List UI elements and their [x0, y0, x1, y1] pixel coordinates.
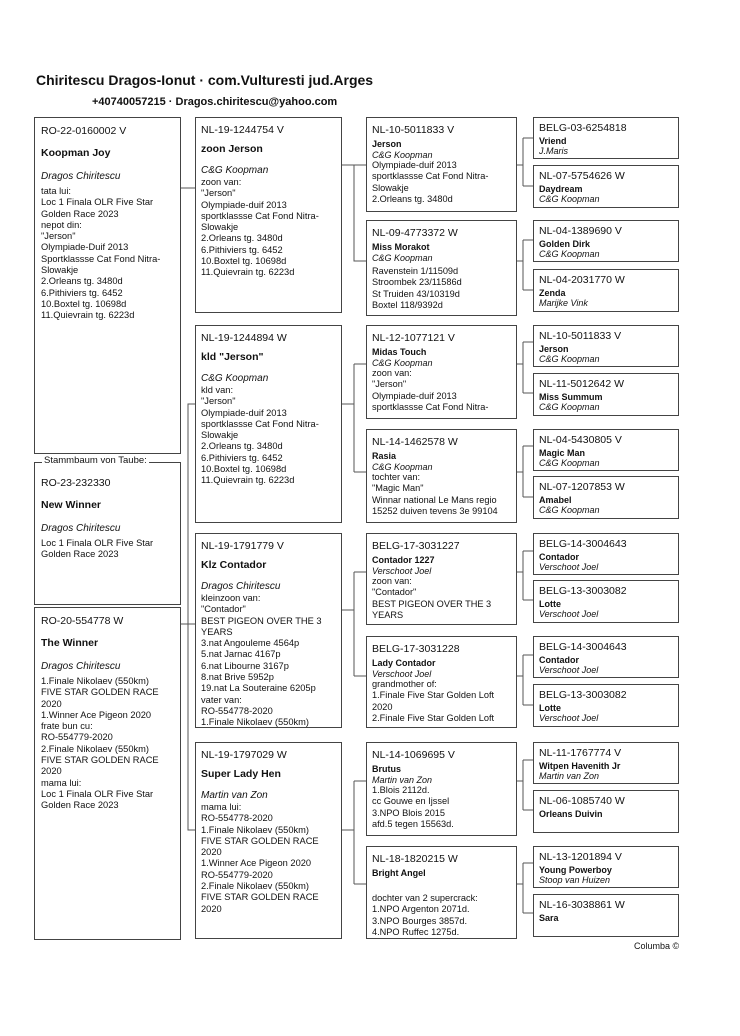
- info-line: 1.Winner Ace Pigeon 2020: [41, 709, 152, 720]
- info-block: [372, 785, 511, 830]
- info-block: [372, 893, 511, 938]
- grandparent-card-2: [366, 325, 517, 419]
- info-line: vater van:: [201, 694, 242, 705]
- info-line: afd.5 tegen 15563d.: [372, 818, 454, 829]
- info-line: kld van:: [201, 385, 234, 395]
- ring-number: RO-20-554778 W: [41, 615, 124, 627]
- grandparent-card-1: [366, 220, 517, 316]
- pigeon-name: Koopman Joy: [41, 147, 111, 159]
- great-grandparent-card-12: [533, 742, 679, 784]
- info-block: [372, 160, 511, 205]
- pigeon-name: Amabel: [539, 495, 572, 505]
- great-grandparent-card-2: [533, 220, 679, 262]
- parent-card-3: [195, 742, 342, 939]
- breeder-name: Verschoot Joel: [539, 713, 599, 723]
- subject-card-0: [34, 117, 181, 454]
- great-grandparent-card-5: [533, 373, 679, 416]
- info-line: Stroombek 23/11586d: [372, 277, 462, 288]
- ring-number: BELG-03-6254818: [539, 122, 627, 134]
- pigeon-name: Miss Summum: [539, 392, 603, 402]
- info-line: 2.Finale Five Star Golden Loft: [372, 712, 495, 723]
- info-line: nepot din:: [41, 219, 82, 230]
- info-line: 10.Boxtel tg. 10698d: [41, 298, 127, 309]
- pigeon-name: Witpen Havenith Jr: [539, 761, 621, 771]
- info-line: "Jerson": [372, 379, 407, 390]
- pigeon-name: Midas Touch: [372, 347, 427, 357]
- contact-line: +40740057215 · Dragos.chiritescu@yahoo.com: [92, 96, 338, 108]
- info-line: 1.NPO Argenton 2071d.: [372, 904, 470, 915]
- info-line: 6.nat Libourne 3167p: [201, 660, 289, 671]
- pigeon-name: Daydream: [539, 184, 583, 194]
- breeder-name: Verschoot Joel: [372, 669, 432, 679]
- info-line: 10.Boxtel tg. 10698d: [201, 256, 287, 267]
- info-line: 1.Winner Ace Pigeon 2020: [201, 858, 312, 869]
- info-line: dochter van 2 supercrack:: [372, 893, 478, 903]
- great-grandparent-card-10: [533, 636, 679, 678]
- great-grandparent-card-0: [533, 117, 679, 159]
- info-line: FIVE STAR GOLDEN RACE: [201, 892, 319, 903]
- info-line: YEARS: [372, 609, 404, 620]
- info-line: Golden Race 2023: [41, 800, 119, 811]
- info-line: Golden Race 2023: [41, 549, 119, 560]
- parent-card-1: [195, 325, 342, 523]
- info-line: Olympiade-Duif 2013: [41, 242, 129, 253]
- breeder-name: Dragos Chiritescu: [201, 581, 281, 592]
- info-line: Olympiade-duif 2013: [201, 199, 287, 210]
- info-line: Slowakje: [372, 182, 409, 193]
- pigeon-name: Brutus: [372, 764, 401, 774]
- great-grandparent-card-8: [533, 533, 679, 575]
- ring-number: NL-04-1389690 V: [539, 225, 622, 237]
- great-grandparent-card-3: [533, 269, 679, 312]
- info-line: 2020: [41, 698, 62, 709]
- pigeon-name: Orleans Duivin: [539, 809, 603, 819]
- grandparent-card-0: [366, 117, 517, 212]
- ring-number: NL-19-1791779 V: [201, 540, 284, 552]
- great-grandparent-card-11: [533, 684, 679, 727]
- breeder-name: C&G Koopman: [201, 165, 269, 176]
- pigeon-name: Vriend: [539, 136, 567, 146]
- info-line: 1.Blois 2112d.: [372, 785, 430, 795]
- grandparent-card-7: [366, 846, 517, 939]
- breeder-name: C&G Koopman: [201, 373, 269, 384]
- breeder-name: J.Maris: [539, 146, 568, 156]
- pigeon-name: Contador 1227: [372, 555, 435, 565]
- great-grandparent-card-9: [533, 580, 679, 623]
- info-line: RO-554779-2020: [41, 732, 113, 743]
- ring-number: NL-06-1085740 W: [539, 795, 625, 807]
- breeder-name: C&G Koopman: [539, 194, 600, 204]
- info-block: [372, 679, 511, 724]
- ring-number: NL-19-1244894 W: [201, 332, 287, 344]
- ring-number: NL-04-2031770 W: [539, 274, 625, 286]
- pigeon-name: Jerson: [539, 344, 569, 354]
- info-line: Loc 1 Finala OLR Five Star: [41, 197, 154, 208]
- info-line: 2020: [201, 847, 222, 858]
- breeder-name: Verschoot Joel: [372, 566, 432, 576]
- pigeon-name: Lady Contador: [372, 658, 436, 668]
- info-line: FIVE STAR GOLDEN RACE: [41, 755, 159, 766]
- breeder-name: Dragos Chiritescu: [41, 523, 121, 534]
- info-line: RO-554778-2020: [201, 813, 273, 824]
- pigeon-name: New Winner: [41, 499, 101, 511]
- breeder-name: C&G Koopman: [539, 402, 600, 412]
- info-line: 11.Quievrain tg. 6223d: [201, 475, 295, 486]
- info-line: Olympiade-duif 2013: [372, 160, 457, 170]
- page-title: Chiritescu Dragos-Ionut · com.Vulturesti jud.Arges: [36, 72, 374, 88]
- info-line: 6.Pithiviers tg. 6452: [201, 452, 283, 463]
- pigeon-name: kld "Jerson": [201, 351, 264, 363]
- breeder-name: Martin van Zon: [372, 775, 433, 785]
- info-line: sportklassse Cat Fond Nitra-: [201, 418, 319, 429]
- pigeon-name: The Winner: [41, 637, 99, 649]
- info-line: cc Gouwe en Ijssel: [372, 796, 450, 807]
- info-block: [372, 266, 511, 311]
- info-line: grandmother of:: [372, 679, 437, 689]
- info-line: 11.Quievrain tg. 6223d: [201, 267, 295, 278]
- pigeon-name: Zenda: [539, 288, 566, 298]
- info-line: Ravenstein 1/11509d: [372, 266, 459, 276]
- ring-number: NL-18-1820215 W: [372, 853, 458, 865]
- pigeon-name: Rasia: [372, 451, 397, 461]
- info-line: Slowakje: [41, 265, 79, 276]
- great-grandparent-card-4: [533, 325, 679, 367]
- ring-number: BELG-14-3004643: [539, 641, 627, 653]
- info-line: Golden Race 2023: [41, 208, 119, 219]
- grandparent-card-4: [366, 533, 517, 625]
- info-block: [201, 177, 336, 279]
- info-block: [41, 676, 174, 812]
- info-line: tata lui:: [41, 186, 71, 196]
- ring-number: BELG-17-3031228: [372, 643, 460, 655]
- info-line: zoon van:: [201, 177, 242, 187]
- info-line: sportklassse Cat Fond Nitra-: [372, 171, 489, 182]
- info-line: BEST PIGEON OVER THE 3: [201, 615, 322, 626]
- info-line: 2020: [201, 903, 222, 914]
- info-block: [372, 576, 511, 621]
- ring-number: BELG-13-3003082: [539, 689, 627, 701]
- info-line: Loc 1 Finala OLR Five Star: [41, 538, 154, 548]
- info-line: frate bun cu:: [41, 721, 93, 732]
- info-line: "Jerson": [201, 188, 236, 199]
- info-line: YEARS: [201, 626, 233, 637]
- info-line: 6.Pithiviers tg. 6452: [201, 244, 283, 255]
- copyright-mark: Columba ©: [634, 941, 680, 951]
- breeder-name: C&G Koopman: [539, 249, 600, 259]
- pigeon-name: Golden Dirk: [539, 239, 591, 249]
- info-line: 2.Orleans tg. 3480d: [372, 193, 453, 204]
- ring-number: NL-14-1069695 V: [372, 749, 455, 761]
- pigeon-name: Magic Man: [539, 448, 586, 458]
- info-block: [41, 186, 174, 322]
- subject-card-2: [34, 607, 181, 940]
- info-line: sportklassse Cat Fond Nitra-: [372, 401, 489, 412]
- ring-number: NL-07-5754626 W: [539, 170, 625, 182]
- info-line: 11.Quievrain tg. 6223d: [41, 310, 135, 321]
- ring-number: BELG-14-3004643: [539, 538, 627, 550]
- info-line: RO-554779-2020: [201, 869, 273, 880]
- ring-number: NL-19-1797029 W: [201, 749, 287, 761]
- info-line: Olympiade-duif 2013: [201, 407, 287, 418]
- info-line: 2.Finale Nikolaev (550km): [41, 743, 149, 754]
- breeder-name: Martin van Zon: [201, 790, 268, 801]
- info-line: St Truiden 43/10319d: [372, 288, 460, 299]
- ring-number: NL-10-5011833 V: [539, 330, 622, 342]
- info-line: sportklassse Cat Fond Nitra-: [201, 210, 319, 221]
- ring-number: RO-22-0160002 V: [41, 125, 127, 137]
- info-line: "Jerson": [41, 231, 76, 242]
- breeder-name: Verschoot Joel: [539, 562, 599, 572]
- info-line: Boxtel 118/9392d: [372, 299, 443, 310]
- pigeon-name: Young Powerboy: [539, 865, 612, 875]
- info-line: 19.nat La Souteraine 6205p: [201, 683, 316, 694]
- info-block: [201, 593, 336, 728]
- grandparent-card-3: [366, 429, 517, 523]
- info-line: 2020: [41, 766, 62, 777]
- breeder-name: Verschoot Joel: [539, 665, 599, 675]
- info-line: 2.Orleans tg. 3480d: [201, 441, 283, 452]
- info-line: mama lui:: [41, 777, 82, 788]
- info-line: kleinzoon van:: [201, 593, 261, 603]
- info-line: RO-554778-2020: [201, 705, 273, 716]
- info-block: [41, 538, 174, 561]
- ring-number: NL-04-5430805 V: [539, 434, 622, 446]
- breeder-name: Verschoot Joel: [539, 609, 599, 619]
- great-grandparent-card-13: [533, 790, 679, 833]
- info-line: zoon van:: [372, 576, 412, 586]
- info-line: 2.Finale Nikolaev (550km): [201, 881, 309, 892]
- ring-number: NL-19-1244754 V: [201, 124, 284, 136]
- grandparent-card-5: [366, 636, 517, 728]
- breeder-name: Marijke Vink: [539, 298, 588, 308]
- breeder-name: [372, 879, 511, 889]
- info-block: [372, 472, 511, 517]
- ring-number: NL-14-1462578 W: [372, 436, 458, 448]
- info-line: Sportklassse Cat Fond Nitra-: [41, 253, 161, 264]
- breeder-name: C&G Koopman: [372, 358, 433, 368]
- pigeon-name: Contador: [539, 655, 579, 665]
- info-line: Winnar national Le Mans regio: [372, 494, 497, 505]
- ring-number: BELG-17-3031227: [372, 540, 460, 552]
- ring-number: NL-11-5012642 W: [539, 378, 625, 390]
- info-line: zoon van:: [372, 368, 412, 378]
- info-line: 6.Pithiviers tg. 6452: [41, 287, 123, 298]
- info-line: 1.Finale Nikolaev (550km): [41, 676, 149, 686]
- info-line: 10.Boxtel tg. 10698d: [201, 464, 287, 475]
- ring-number: BELG-13-3003082: [539, 585, 627, 597]
- info-line: 3.NPO Blois 2015: [372, 807, 446, 818]
- breeder-name: C&G Koopman: [372, 253, 433, 263]
- pigeon-name: Bright Angel: [372, 868, 426, 878]
- info-line: mama lui:: [201, 802, 242, 812]
- breeder-name: C&G Koopman: [539, 505, 600, 515]
- info-line: BEST PIGEON OVER THE 3: [372, 598, 492, 609]
- parent-card-0: [195, 117, 342, 313]
- info-line: "Contador": [201, 604, 246, 615]
- pigeon-name: Contador: [539, 552, 579, 562]
- info-line: 8.nat Brive 5952p: [201, 672, 274, 683]
- ring-number: NL-13-1201894 V: [539, 851, 622, 863]
- info-line: "Contador": [372, 587, 417, 598]
- pigeon-name: Lotte: [539, 703, 561, 713]
- pigeon-name: zoon Jerson: [201, 143, 263, 155]
- info-line: Slowakje: [201, 222, 239, 233]
- info-block: [372, 368, 511, 413]
- info-line: FIVE STAR GOLDEN RACE: [41, 687, 159, 698]
- subject-card-1: [34, 462, 181, 605]
- ring-number: NL-09-4773372 W: [372, 227, 458, 239]
- info-line: 5.nat Jarnac 4167p: [201, 649, 281, 660]
- breeder-name: C&G Koopman: [372, 150, 433, 160]
- breeder-name: C&G Koopman: [372, 462, 433, 472]
- ring-number: NL-11-1767774 V: [539, 747, 622, 759]
- info-line: tochter van:: [372, 472, 421, 482]
- info-line: 2.Orleans tg. 3480d: [41, 276, 123, 287]
- info-line: 1.Finale Nikolaev (550km): [201, 824, 309, 835]
- ring-number: NL-16-3038861 W: [539, 899, 625, 911]
- breeder-name: C&G Koopman: [539, 354, 600, 364]
- pigeon-name: Sara: [539, 913, 559, 923]
- breeder-name: Martin van Zon: [539, 771, 600, 781]
- grandparent-card-6: [366, 742, 517, 836]
- great-grandparent-card-1: [533, 165, 679, 208]
- info-line: Slowakje: [201, 430, 239, 441]
- great-grandparent-card-7: [533, 476, 679, 519]
- info-line: 3.nat Angouleme 4564p: [201, 638, 300, 649]
- breeder-name: Stoop van Huizen: [539, 875, 611, 885]
- great-grandparent-card-6: [533, 429, 679, 471]
- info-line: Loc 1 Finala OLR Five Star: [41, 788, 154, 799]
- pigeon-name: Jerson: [372, 139, 402, 149]
- breeder-name: Dragos Chiritescu: [41, 171, 121, 182]
- info-line: 15252 duiven tevens 3e 99104: [372, 505, 498, 516]
- ring-number: NL-07-1207853 W: [539, 481, 625, 493]
- great-grandparent-card-15: [533, 894, 679, 937]
- info-line: Olympiade-duif 2013: [372, 390, 457, 401]
- pigeon-name: Lotte: [539, 599, 561, 609]
- ring-number: RO-23-232330: [41, 477, 111, 489]
- info-line: 4.NPO Ruffec 1275d.: [372, 926, 460, 937]
- info-block: [201, 802, 336, 915]
- info-line: "Jerson": [201, 396, 236, 407]
- info-line: 2020: [372, 701, 393, 712]
- pigeon-name: Miss Morakot: [372, 242, 430, 252]
- info-line: 1.Finale Five Star Golden Loft: [372, 690, 495, 701]
- ring-number: NL-10-5011833 V: [372, 124, 455, 136]
- info-block: [201, 385, 336, 487]
- info-line: FIVE STAR GOLDEN RACE: [201, 835, 319, 846]
- info-line: "Magic Man": [372, 483, 424, 494]
- info-line: 3.NPO Bourges 3857d.: [372, 915, 467, 926]
- ring-number: NL-12-1077121 V: [372, 332, 455, 344]
- info-line: 2.Orleans tg. 3480d: [201, 233, 283, 244]
- parent-card-2: [195, 533, 342, 728]
- pigeon-name: Klz Contador: [201, 559, 267, 571]
- great-grandparent-card-14: [533, 846, 679, 888]
- info-line: 1.Finale Nikolaev (550km): [201, 717, 309, 728]
- stammbaum-label: Stammbaum von Taube:: [44, 455, 147, 466]
- breeder-name: Dragos Chiritescu: [41, 661, 121, 672]
- pigeon-name: Super Lady Hen: [201, 768, 281, 780]
- breeder-name: C&G Koopman: [539, 458, 600, 468]
